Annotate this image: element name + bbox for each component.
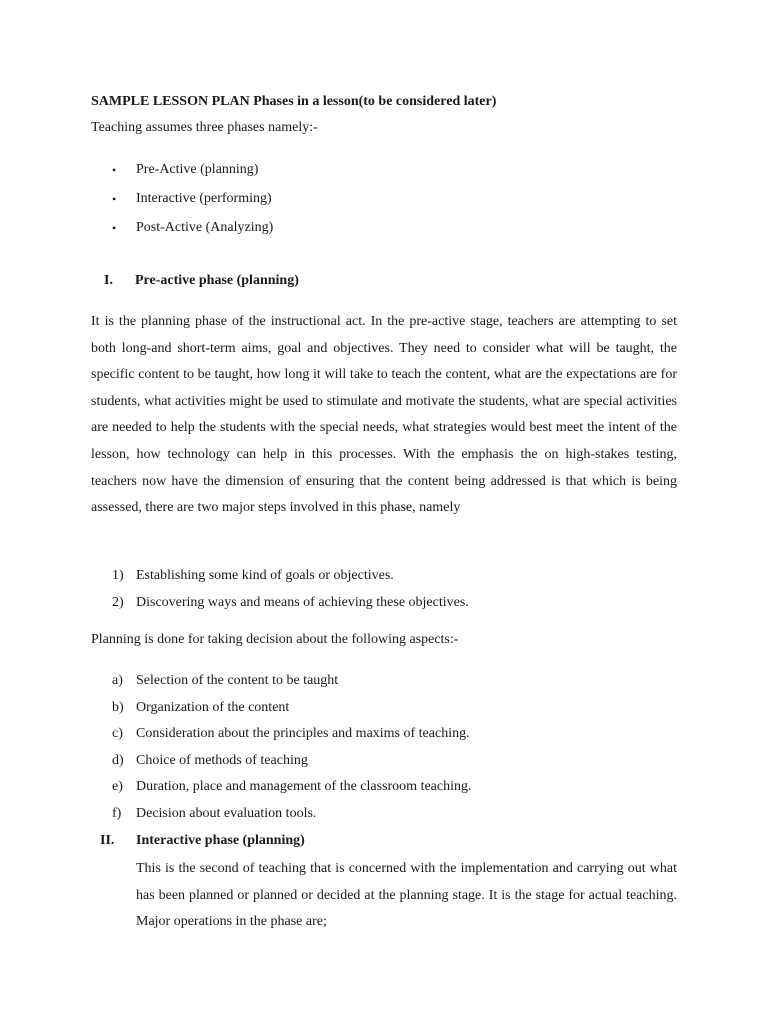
list-item-text: Consideration about the principles and maxims of teaching. (136, 726, 470, 742)
list-item (112, 752, 472, 779)
preactive-paragraph: It is the planning phase of the instructional act. In the pre-active stage, teachers are attempting to set both long-and short-term aims, goal and objectives. They need to consider what will be taught, the specific content to be taught, how long it will take to teach the content, what are the expectations are for students, what activities might be used to stimulate and motivate the students, what are special activities are needed to help the students with the special needs, what strategies would best meet the intent of the lesson, how technology can help in this processes. With the emphasis the on high-stakes testing, teachers now have the dimension of ensuring that the content being addressed is that which is being assessed, there are two major steps involved in this phase, namely (91, 314, 677, 516)
list-marker: d) (112, 752, 124, 768)
section-title: Interactive phase (planning) (136, 833, 305, 848)
list-item (112, 160, 273, 189)
list-item-text: Choice of methods of teaching (136, 752, 308, 768)
bullet-icon: • (112, 221, 117, 235)
list-item-text: Discovering ways and means of achieving these objectives. (136, 595, 469, 610)
list-item (112, 725, 472, 752)
list-marker: a) (112, 673, 123, 688)
planning-intro: Planning is done for taking decision about the following aspects:- (91, 632, 459, 647)
list-item-text: Duration, place and management of the classroom teaching. (136, 779, 472, 795)
bullet-icon: • (112, 192, 117, 206)
list-item (112, 218, 273, 247)
list-item (112, 805, 472, 832)
list-item (112, 778, 472, 805)
aspects-list (112, 672, 472, 832)
list-marker: c) (112, 726, 123, 742)
interactive-paragraph: This is the second of teaching that is concerned with the implementation and carrying out what has been planned or planned or decided at the planning stage. It is the stage for actual teaching. Major operations in the phase are; (136, 861, 677, 930)
list-item (112, 189, 273, 218)
list-item (112, 593, 469, 620)
list-item-text: Selection of the content to be taught (136, 673, 339, 688)
list-marker: e) (112, 779, 123, 795)
list-item-text: Pre-Active (planning) (136, 162, 259, 177)
list-item-text: Establishing some kind of goals or objectives. (136, 568, 394, 583)
list-item (112, 566, 469, 593)
list-item-text: Decision about evaluation tools. (136, 805, 317, 821)
list-marker: 1) (112, 568, 124, 583)
section-number: I. (104, 273, 113, 288)
section-number: II. (100, 833, 115, 848)
section-title: Pre-active phase (planning) (135, 273, 299, 288)
bullet-icon: • (112, 163, 117, 177)
document-title: SAMPLE LESSON PLAN Phases in a lesson(to be considered later) (91, 94, 497, 109)
list-item (112, 699, 472, 726)
list-marker: 2) (112, 595, 124, 610)
list-marker: f) (112, 805, 122, 821)
list-item-text: Organization of the content (136, 699, 290, 715)
list-item-text: Post-Active (Analyzing) (136, 220, 274, 235)
list-item (112, 672, 472, 699)
list-item-text: Interactive (performing) (136, 191, 272, 206)
steps-list (112, 566, 469, 620)
intro-text: Teaching assumes three phases namely:- (91, 120, 318, 135)
list-marker: b) (112, 699, 124, 715)
phases-list (112, 160, 273, 247)
